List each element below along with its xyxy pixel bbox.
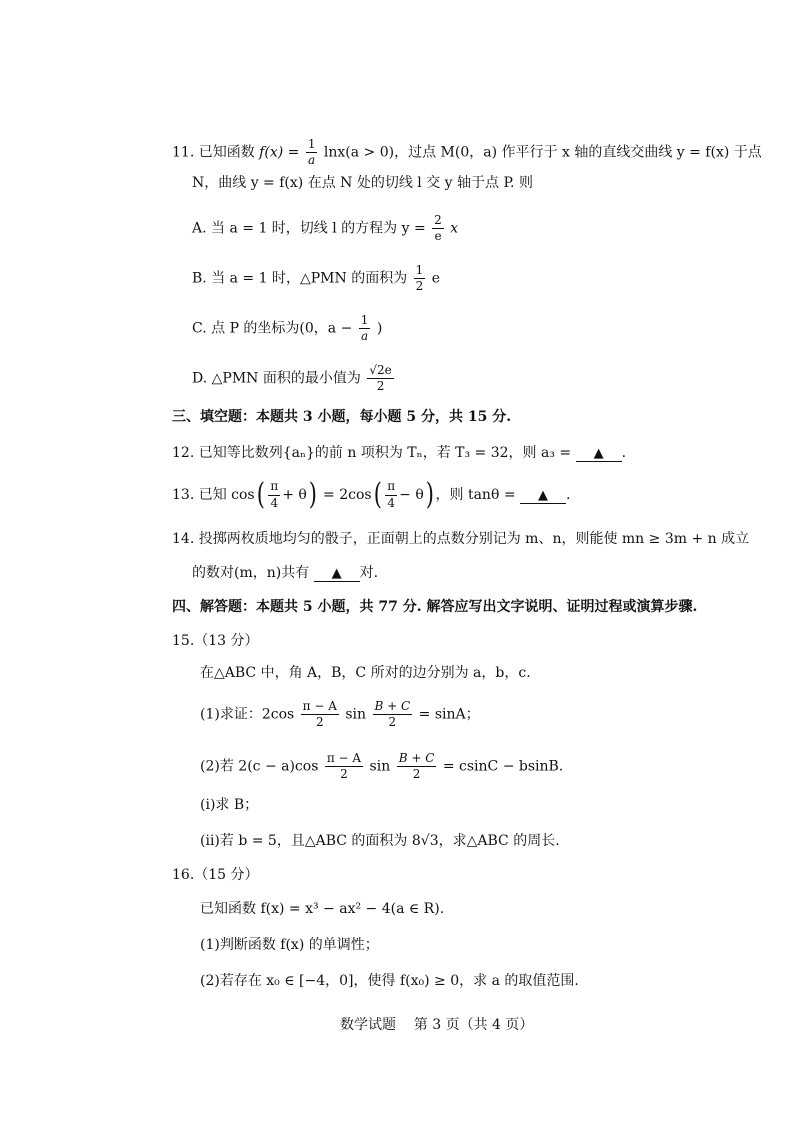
q11-line1 [172, 138, 762, 167]
q13-answer-blank: ▲ [520, 489, 566, 504]
section-4-heading: 四、解答题：本题共 5 小题，共 77 分. 解答应写出文字说明、证明过程或演算步骤. [172, 599, 698, 615]
q11-option-a: A. 当 a = 1 时，切线 l 的方程为 y = $\frac{2}{e}$ x [192, 213, 459, 244]
q11-option-c: C. 点 P 的坐标为(0，a − $\frac{1}{a}$ ) [192, 313, 383, 344]
q11-line2: N，曲线 y = f(x) 在点 N 处的切线 l 交 y 轴于点 P. 则 [192, 175, 533, 191]
q14-answer-blank: ▲ [314, 567, 360, 582]
q15-header: 15.（13 分） [172, 633, 259, 649]
q11-frac: $\frac{1}{a}$ [307, 137, 316, 168]
q12: 12. 已知等比数列{aₙ}的前 n 项积为 Tₙ，若 T₃ = 32，则 a₃ = ▲ . [172, 445, 627, 461]
q15-sub-i: (ⅰ)求 B； [200, 797, 259, 813]
q15-part1: (1)求证：2cos $\frac{\pi - A}{2}$ sin $\frac{B + C}{2}$ = sinA； [200, 699, 480, 730]
q15-sub-ii: (ⅱ)若 b = 5，且△ABC 的面积为 8√3，求△ABC 的周长. [200, 833, 560, 849]
q12-answer-blank: ▲ [576, 447, 622, 462]
q13: 13. 已知 cos( $\frac{\pi}{4}$ + θ) = 2cos( $\frac{\pi}{4}$ − θ) ，则 tanθ = ▲ . [172, 477, 571, 512]
q11-option-d: D. △PMN 面积的最小值为 $\frac{√2e}{2}$ [192, 363, 392, 394]
page-footer: 数学试题 第 3 页（共 4 页） [340, 1017, 534, 1033]
q16-part2: (2)若存在 x₀ ∈ [−4，0]，使得 f(x₀) ≥ 0，求 a 的取值范围. [200, 973, 579, 989]
section-3-heading: 三、填空题：本题共 3 小题，每小题 5 分，共 15 分. [172, 409, 512, 425]
q16-part1: (1)判断函数 f(x) 的单调性； [200, 937, 379, 953]
q14-line1: 14. 投掷两枚质地均匀的骰子，正面朝上的点数分别记为 m、n，则能使 mn ≥ 3m + n 成立 [172, 531, 750, 547]
q11-text: 11. 已知函数 [172, 144, 255, 161]
q14-line2: 的数对(m，n)共有 ▲ 对. [192, 565, 379, 581]
q11-fdef: f(x) = [259, 144, 300, 161]
q11-option-b: B. 当 a = 1 时，△PMN 的面积为 $\frac{1}{2}$ e [192, 263, 441, 294]
q16-header: 16.（15 分） [172, 867, 259, 883]
q15-part2: (2)若 2(c − a)cos $\frac{\pi - A}{2}$ sin $\frac{B + C}{2}$ = csinC − bsinB. [200, 751, 564, 782]
q15-intro: 在△ABC 中，角 A，B，C 所对的边分别为 a，b，c. [200, 665, 531, 681]
q11-text-b: lnx(a > 0)，过点 M(0，a) 作平行于 x 轴的直线交曲线 y = f(x) 于点 [323, 144, 762, 161]
q16-intro: 已知函数 f(x) = x³ − ax² − 4(a ∈ R). [200, 901, 445, 917]
